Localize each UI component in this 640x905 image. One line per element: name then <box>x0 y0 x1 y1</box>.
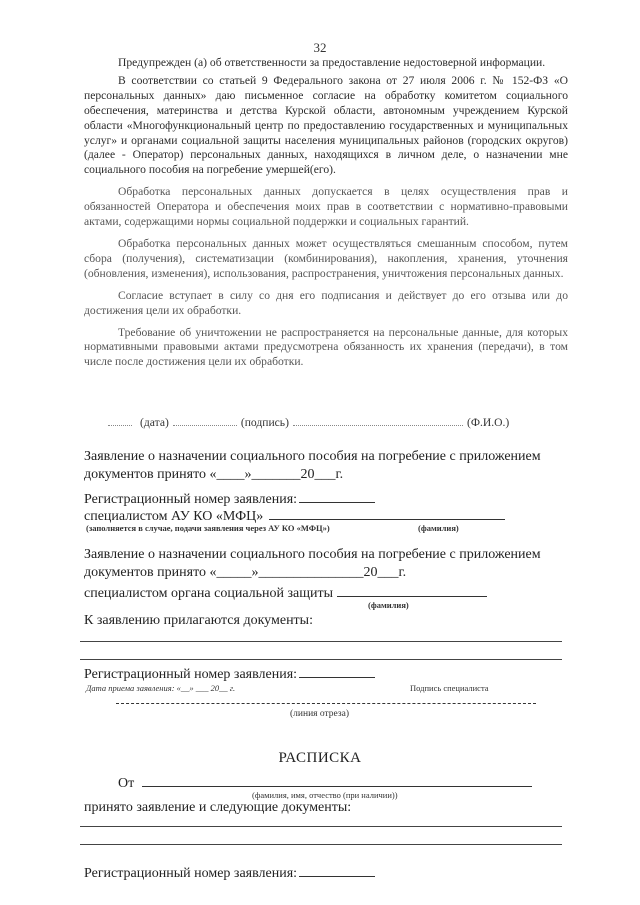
receipt-from-label: От <box>118 776 135 791</box>
social-reg-number-label: Регистрационный номер заявления: <box>84 667 298 682</box>
social-surname-caption: (фамилия) <box>368 600 409 610</box>
warning-paragraph: Предупрежден (а) об ответственности за предоставление недостоверной информации. <box>118 56 546 69</box>
signature-caption: (подпись) <box>240 416 289 429</box>
page-number: 32 <box>313 40 327 55</box>
specialist-signature-label: Подпись специалиста <box>410 683 489 693</box>
attached-documents-line[interactable] <box>80 641 562 642</box>
social-reg-number-field[interactable] <box>299 664 375 678</box>
fio-caption: (Ф.И.О.) <box>466 416 510 429</box>
processing-method-paragraph: Обработка персональных данных может осуществляться смешанным способом, путем сбора (получения), систематизации (комбинирования), накопления, хранения, уточнения (обновления, изменения), использования, распространения, уничтожения персональных данных. <box>84 236 568 280</box>
mfc-specialist-field[interactable] <box>269 506 505 520</box>
receipt-documents-line[interactable] <box>80 844 562 845</box>
consent-paragraph: В соответствии со статьей 9 Федерального закона от 27 июля 2006 г. № 152-ФЗ «О персональных данных» даю письменное согласие на обработку комитетом социального обеспечения, материнства и детства Курской области, автономным учреждением Курской области «Многофункциональный центр по предоставлению государственных и муниципальных услуг» и органами социальной защиты населения муниципальных районов (городских округов) (далее - Оператор) персональных данных, находящихся в личном деле, о назначении мне социального пособия на погребение умершей(его). <box>84 73 568 177</box>
social-accepted-text: Заявление о назначении социального пособия на погребение с приложением документов принято «_____»_______________20___г. <box>84 547 541 580</box>
receipt-reg-number-label: Регистрационный номер заявления: <box>84 866 298 881</box>
retention-paragraph: Требование об уничтожении не распространяется на персональные данные, для которых нормативными правовыми актами предусмотрена обязанность их хранения (передачи), в том числе после достижения цели их обработки. <box>84 325 568 369</box>
receipt-reg-number-row <box>84 863 377 882</box>
mfc-specialist-label: специалистом АУ КО «МФЦ» <box>84 509 264 524</box>
validity-paragraph: Согласие вступает в силу со дня его подписания и действует до его отзыва или до достижения цели их обработки. <box>84 288 568 317</box>
mfc-reg-number-label: Регистрационный номер заявления: <box>84 492 298 507</box>
mfc-surname-caption: (фамилия) <box>418 523 459 533</box>
receipt-accepted-label: принято заявление и следующие документы: <box>84 800 352 815</box>
attached-documents-line[interactable] <box>80 659 562 660</box>
social-specialist-field[interactable] <box>337 583 487 597</box>
mfc-note: (заполняется в случае, подачи заявления через АУ КО «МФЦ») <box>86 523 330 533</box>
attached-documents-label: К заявлению прилагаются документы: <box>84 613 313 628</box>
mfc-reg-number-field[interactable] <box>299 489 375 503</box>
date-caption: (дата) <box>140 416 169 429</box>
consent-block <box>84 56 568 370</box>
processing-purpose-paragraph: Обработка персональных данных допускается в целях осуществления прав и обязанностей Оператора и обеспечения моих прав в соответствии с нормативно-правовыми актами, содержащими нормы социальной поддержки и социальных гарантий. <box>84 185 568 229</box>
mfc-accepted-text: Заявление о назначении социального пособия на погребение с приложением документов принято «____»_______20___г. <box>84 449 541 482</box>
receipt-title: РАСПИСКА <box>278 750 362 766</box>
receipt-documents-line[interactable] <box>80 826 562 827</box>
receipt-from-field[interactable] <box>142 773 532 787</box>
social-specialist-row <box>84 583 489 602</box>
receipt-reg-number-field[interactable] <box>299 863 375 877</box>
cut-line-caption: (линия отреза) <box>290 709 350 719</box>
receipt-date-label: Дата приема заявления: «__» ___ 20__ г. <box>86 683 236 693</box>
receipt-from-hint: (фамилия, имя, отчество (при наличии)) <box>252 790 398 800</box>
social-specialist-label: специалистом органа социальной защиты <box>84 586 334 601</box>
cut-line <box>116 703 536 704</box>
social-reg-number-row <box>84 664 377 683</box>
consent-signature-line <box>108 416 568 429</box>
